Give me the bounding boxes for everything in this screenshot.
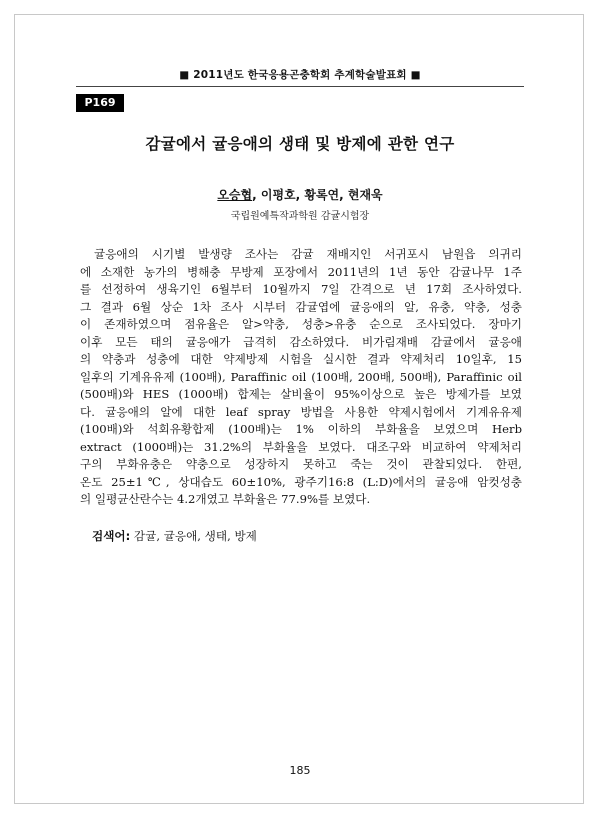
affiliation: 국립원예특작과학원 감귤시험장 <box>230 211 370 222</box>
keywords-value: 감귤, 귤응애, 생태, 방제 <box>130 529 257 543</box>
abstract-line: 의 일평균산란수는 4.2개였고 부화율은 77.9%를 보였다. <box>80 492 371 506</box>
abstract-line: (100배)와 석회유황합제 (100배)는 1% 이하의 부화율을 보였으며 Herb <box>80 422 522 436</box>
abstract-line: 온도 25±1℃, 상대습도 60±10%, 광주기16:8 (L:D)에서의 귤응애 암컷성충 <box>80 474 522 489</box>
keywords <box>92 528 257 544</box>
abstract-line: (500배)와 HES (1000배) 합제는 살비율이 95%이상으로 높은 방제가를 보였 <box>80 387 522 401</box>
header-rule <box>76 86 524 87</box>
abstract-line: 이후 모든 태의 귤응애가 급격히 감소하였다. 비가림재배 감귤에서 귤응애 <box>80 334 522 349</box>
abstract-body <box>80 246 522 509</box>
abstract-line: 에 소재한 농가의 병해충 무방제 포장에서 2011년의 1년 동안 감귤나무 1주 <box>80 264 522 279</box>
abstract-line: 일후의 기계유유제 (100배), Paraffinic oil (100배, 200배, 500배), Paraffinic oil <box>80 369 522 384</box>
abstract-line: 의 약충과 성충에 대한 약제방제 시험을 실시한 결과 약제처리 10일후, 15 <box>80 352 522 366</box>
abstract-line: 귤응애의 시기별 발생량 조사는 감귤 재배지인 서귀포시 남원읍 의귀리 <box>94 247 522 261</box>
abstract-line: 구의 부화유충은 약충으로 성장하지 못하고 죽는 것이 관찰되었다. 한편, <box>80 457 522 471</box>
paper-title: 감귤에서 귤응애의 생태 및 방제에 관한 연구 <box>145 135 455 153</box>
abstract-line: 이 존재하였으며 점유율은 알>약충, 성충>유충 순으로 조사되었다. 장마기 <box>80 317 522 331</box>
conference-header: ■ 2011년도 한국응용곤충학회 추계학술발표회 ■ <box>179 69 421 81</box>
abstract-line: 를 선정하여 생육기인 6월부터 10월까지 7일 간격으로 년 17회 조사하였다. <box>80 282 522 296</box>
co-authors: , 이평호, 황록연, 현재욱 <box>252 188 383 202</box>
abstract-line: 다. 귤응애의 알에 대한 leaf spray 방법을 사용한 약제시험에서 기계유유제 <box>80 404 522 419</box>
abstract-line: 그 결과 6월 상순 1차 조사 시부터 감귤엽에 귤응애의 알, 유충, 약충, 성충 <box>80 299 522 314</box>
keywords-label: 검색어: <box>92 529 131 543</box>
first-author: 오승협 <box>217 188 253 202</box>
author-list <box>0 186 600 203</box>
page-number: 185 <box>289 764 311 777</box>
poster-id-badge: P169 <box>76 94 124 112</box>
abstract-line: extract (1000배)는 31.2%의 부화율을 보였다. 대조구와 비교하여 약제처리 <box>80 439 522 454</box>
